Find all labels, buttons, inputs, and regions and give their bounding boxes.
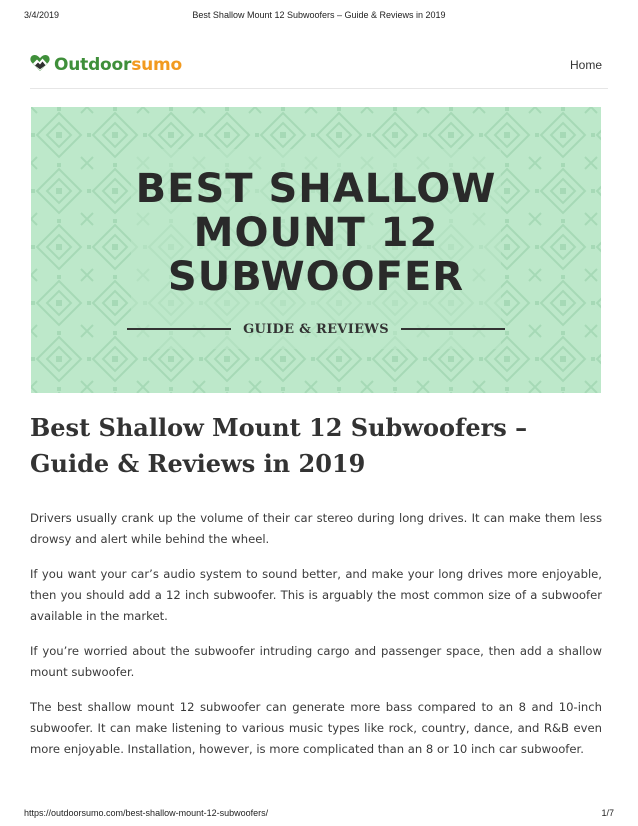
hero-rule-left: [127, 328, 231, 330]
nav-home-link[interactable]: Home: [569, 58, 602, 72]
article-title: Best Shallow Mount 12 Subwoofers – Guide & Reviews in 2019: [30, 413, 528, 478]
site-logo[interactable]: [30, 54, 182, 76]
print-title: Best Shallow Mount 12 Subwoofers – Guide & Reviews in 2019: [192, 10, 446, 20]
article-body: [30, 508, 602, 774]
print-url: https://outdoorsumo.com/best-shallow-mount-12-subwoofers/: [24, 808, 269, 818]
hero-subtitle-row: [31, 319, 601, 339]
hero-image: [31, 107, 601, 393]
site-header: [30, 48, 608, 89]
print-header: [24, 10, 614, 20]
hero-line-2: MOUNT 12: [193, 210, 439, 256]
print-footer: [24, 808, 614, 818]
hero-line-1: BEST SHALLOW: [135, 166, 497, 212]
print-date: 3/4/2019: [24, 10, 60, 20]
paragraph-1: Drivers usually crank up the volume of their car stereo during long drives. It can make them less drowsy and alert while behind the wheel.: [30, 511, 602, 546]
paragraph-4: The best shallow mount 12 subwoofer can generate more bass compared to an 8 and 10-inch subwoofer. It can make listening to various music types like rock, country, dance, and R&B even more enjoyable. Installation, however, is more complicated than an 8 or 10 inch car subwoofer.: [30, 700, 602, 756]
paragraph-3: If you’re worried about the subwoofer intruding cargo and passenger space, then add a shallow mount subwoofer.: [30, 644, 602, 679]
logo-text: Outdoorsumo: [54, 55, 183, 75]
print-page-number: 1/7: [601, 808, 614, 818]
hero-line-3: SUBWOOFER: [167, 254, 465, 300]
hero-subtitle: GUIDE & REVIEWS: [243, 321, 389, 337]
hero-rule-right: [401, 328, 505, 330]
paragraph-2: If you want your car’s audio system to sound better, and make your long drives more enjoyable, then you should add a 12 inch subwoofer. This is arguably the most common size of a subwoofer available in the market.: [30, 567, 602, 623]
logo-heart-icon: [30, 54, 50, 76]
hero-headline: [31, 167, 601, 299]
